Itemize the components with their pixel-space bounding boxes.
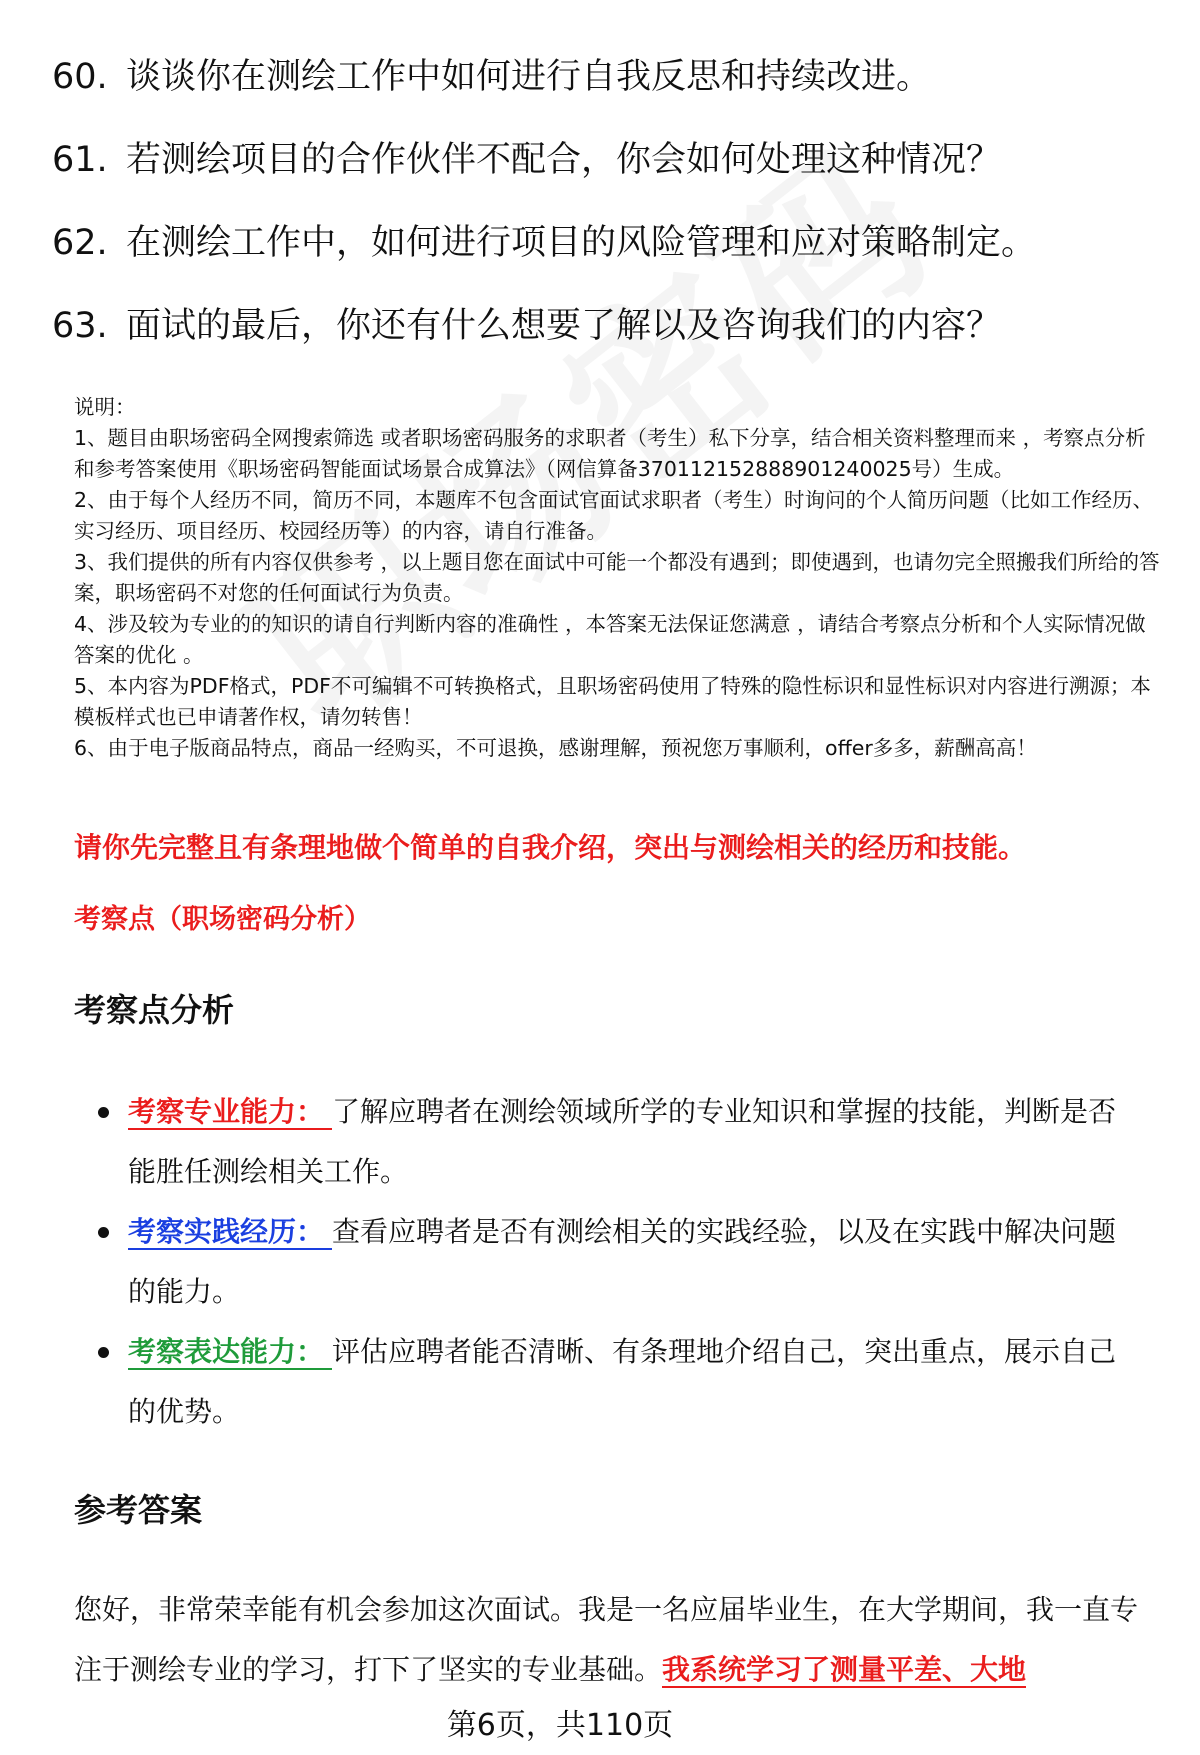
question-number: 61. bbox=[52, 140, 108, 180]
bullet-dot-icon bbox=[95, 1082, 128, 1202]
analysis-bullet bbox=[95, 1202, 1145, 1322]
note-item: 2、由于每个人经历不同，简历不同，本题库不包含面试官面试求职者（考生）时询问的个人简历问题（比如工作经历、实习经历、项目经历、校园经历等）的内容，请自行准备。 bbox=[74, 488, 1154, 543]
question-list bbox=[52, 55, 1162, 387]
bullet-text: 查看应聘者是否有测绘相关的实践经验，以及在实践中解决问题的能力。 bbox=[128, 1215, 1117, 1308]
note-item: 4、涉及较为专业的的知识的请自行判断内容的准确性 ，本答案无法保证您满意 ，请结合考察点分析和个人实际情况做答案的优化 。 bbox=[74, 612, 1146, 667]
kaochadian-title: 考察点（职场密码分析） bbox=[74, 904, 371, 935]
question-text: 在测绘工作中，如何进行项目的风险管理和应对策略制定。 bbox=[126, 223, 1037, 263]
bullet-label: 考察表达能力： bbox=[128, 1335, 332, 1370]
question-number: 62. bbox=[52, 223, 108, 263]
question-text: 若测绘项目的合作伙伴不配合，你会如何处理这种情况？ bbox=[126, 140, 1002, 180]
bullet-text: 了解应聘者在测绘领域所学的专业知识和掌握的技能，判断是否能胜任测绘相关工作。 bbox=[128, 1095, 1117, 1188]
question-text: 面试的最后，你还有什么想要了解以及咨询我们的内容？ bbox=[126, 306, 1002, 346]
analysis-bullet bbox=[95, 1082, 1145, 1202]
question-number: 63. bbox=[52, 306, 108, 346]
note-item: 5、本内容为PDF格式，PDF不可编辑不可转换格式，且职场密码使用了特殊的隐性标识和显性标识对内容进行溯源；本模板样式也已申请著作权，请勿转售！ bbox=[74, 674, 1151, 729]
question-text: 谈谈你在测绘工作中如何进行自我反思和持续改进。 bbox=[126, 57, 932, 97]
page-footer: 第6页，共110页 bbox=[446, 1708, 674, 1743]
answer-highlight: 我系统学习了测量平差、大地 bbox=[662, 1653, 1027, 1686]
question-number: 60. bbox=[52, 57, 108, 97]
question-item bbox=[52, 221, 1162, 304]
question-item bbox=[52, 138, 1162, 221]
reference-heading: 参考答案 bbox=[74, 1491, 203, 1529]
bullet-label: 考察实践经历： bbox=[128, 1215, 332, 1250]
note-item: 1、题目由职场密码全网搜索筛选 或者职场密码服务的求职者（考生）私下分享，结合相关资料整理而来 ，考察点分析和参考答案使用《职场密码智能面试场景合成算法》（网信算备370112152888901240025号）生成。 bbox=[74, 426, 1146, 481]
notes-section bbox=[74, 392, 1160, 764]
reference-answer bbox=[74, 1580, 1154, 1700]
question-item bbox=[52, 55, 1162, 138]
note-item: 6、由于电子版商品特点，商品一经购买，不可退换，感谢理解，预祝您万事顺利，offer多多，薪酬高高！ bbox=[74, 736, 1037, 760]
notes-heading: 说明： bbox=[74, 395, 136, 419]
bullet-dot-icon bbox=[95, 1202, 128, 1322]
analysis-heading: 考察点分析 bbox=[74, 991, 235, 1029]
bullet-dot-icon bbox=[95, 1322, 128, 1442]
bullet-label: 考察专业能力： bbox=[128, 1095, 332, 1130]
current-question: 请你先完整且有条理地做个简单的自我介绍，突出与测绘相关的经历和技能。 bbox=[74, 831, 1027, 864]
bullet-text: 评估应聘者能否清晰、有条理地介绍自己，突出重点，展示自己的优势。 bbox=[128, 1335, 1117, 1428]
question-item bbox=[52, 304, 1162, 387]
answer-text: 您好，非常荣幸能有机会参加这次面试。我是一名应届毕业生，在大学期间，我一直专注于测绘专业的学习，打下了坚实的专业基础。 bbox=[74, 1593, 1139, 1686]
note-item: 3、我们提供的所有内容仅供参考 ，以上题目您在面试中可能一个都没有遇到；即使遇到，也请勿完全照搬我们所给的答案，职场密码不对您的任何面试行为负责。 bbox=[74, 550, 1160, 605]
analysis-bullet bbox=[95, 1322, 1145, 1442]
analysis-bullets bbox=[95, 1082, 1145, 1442]
